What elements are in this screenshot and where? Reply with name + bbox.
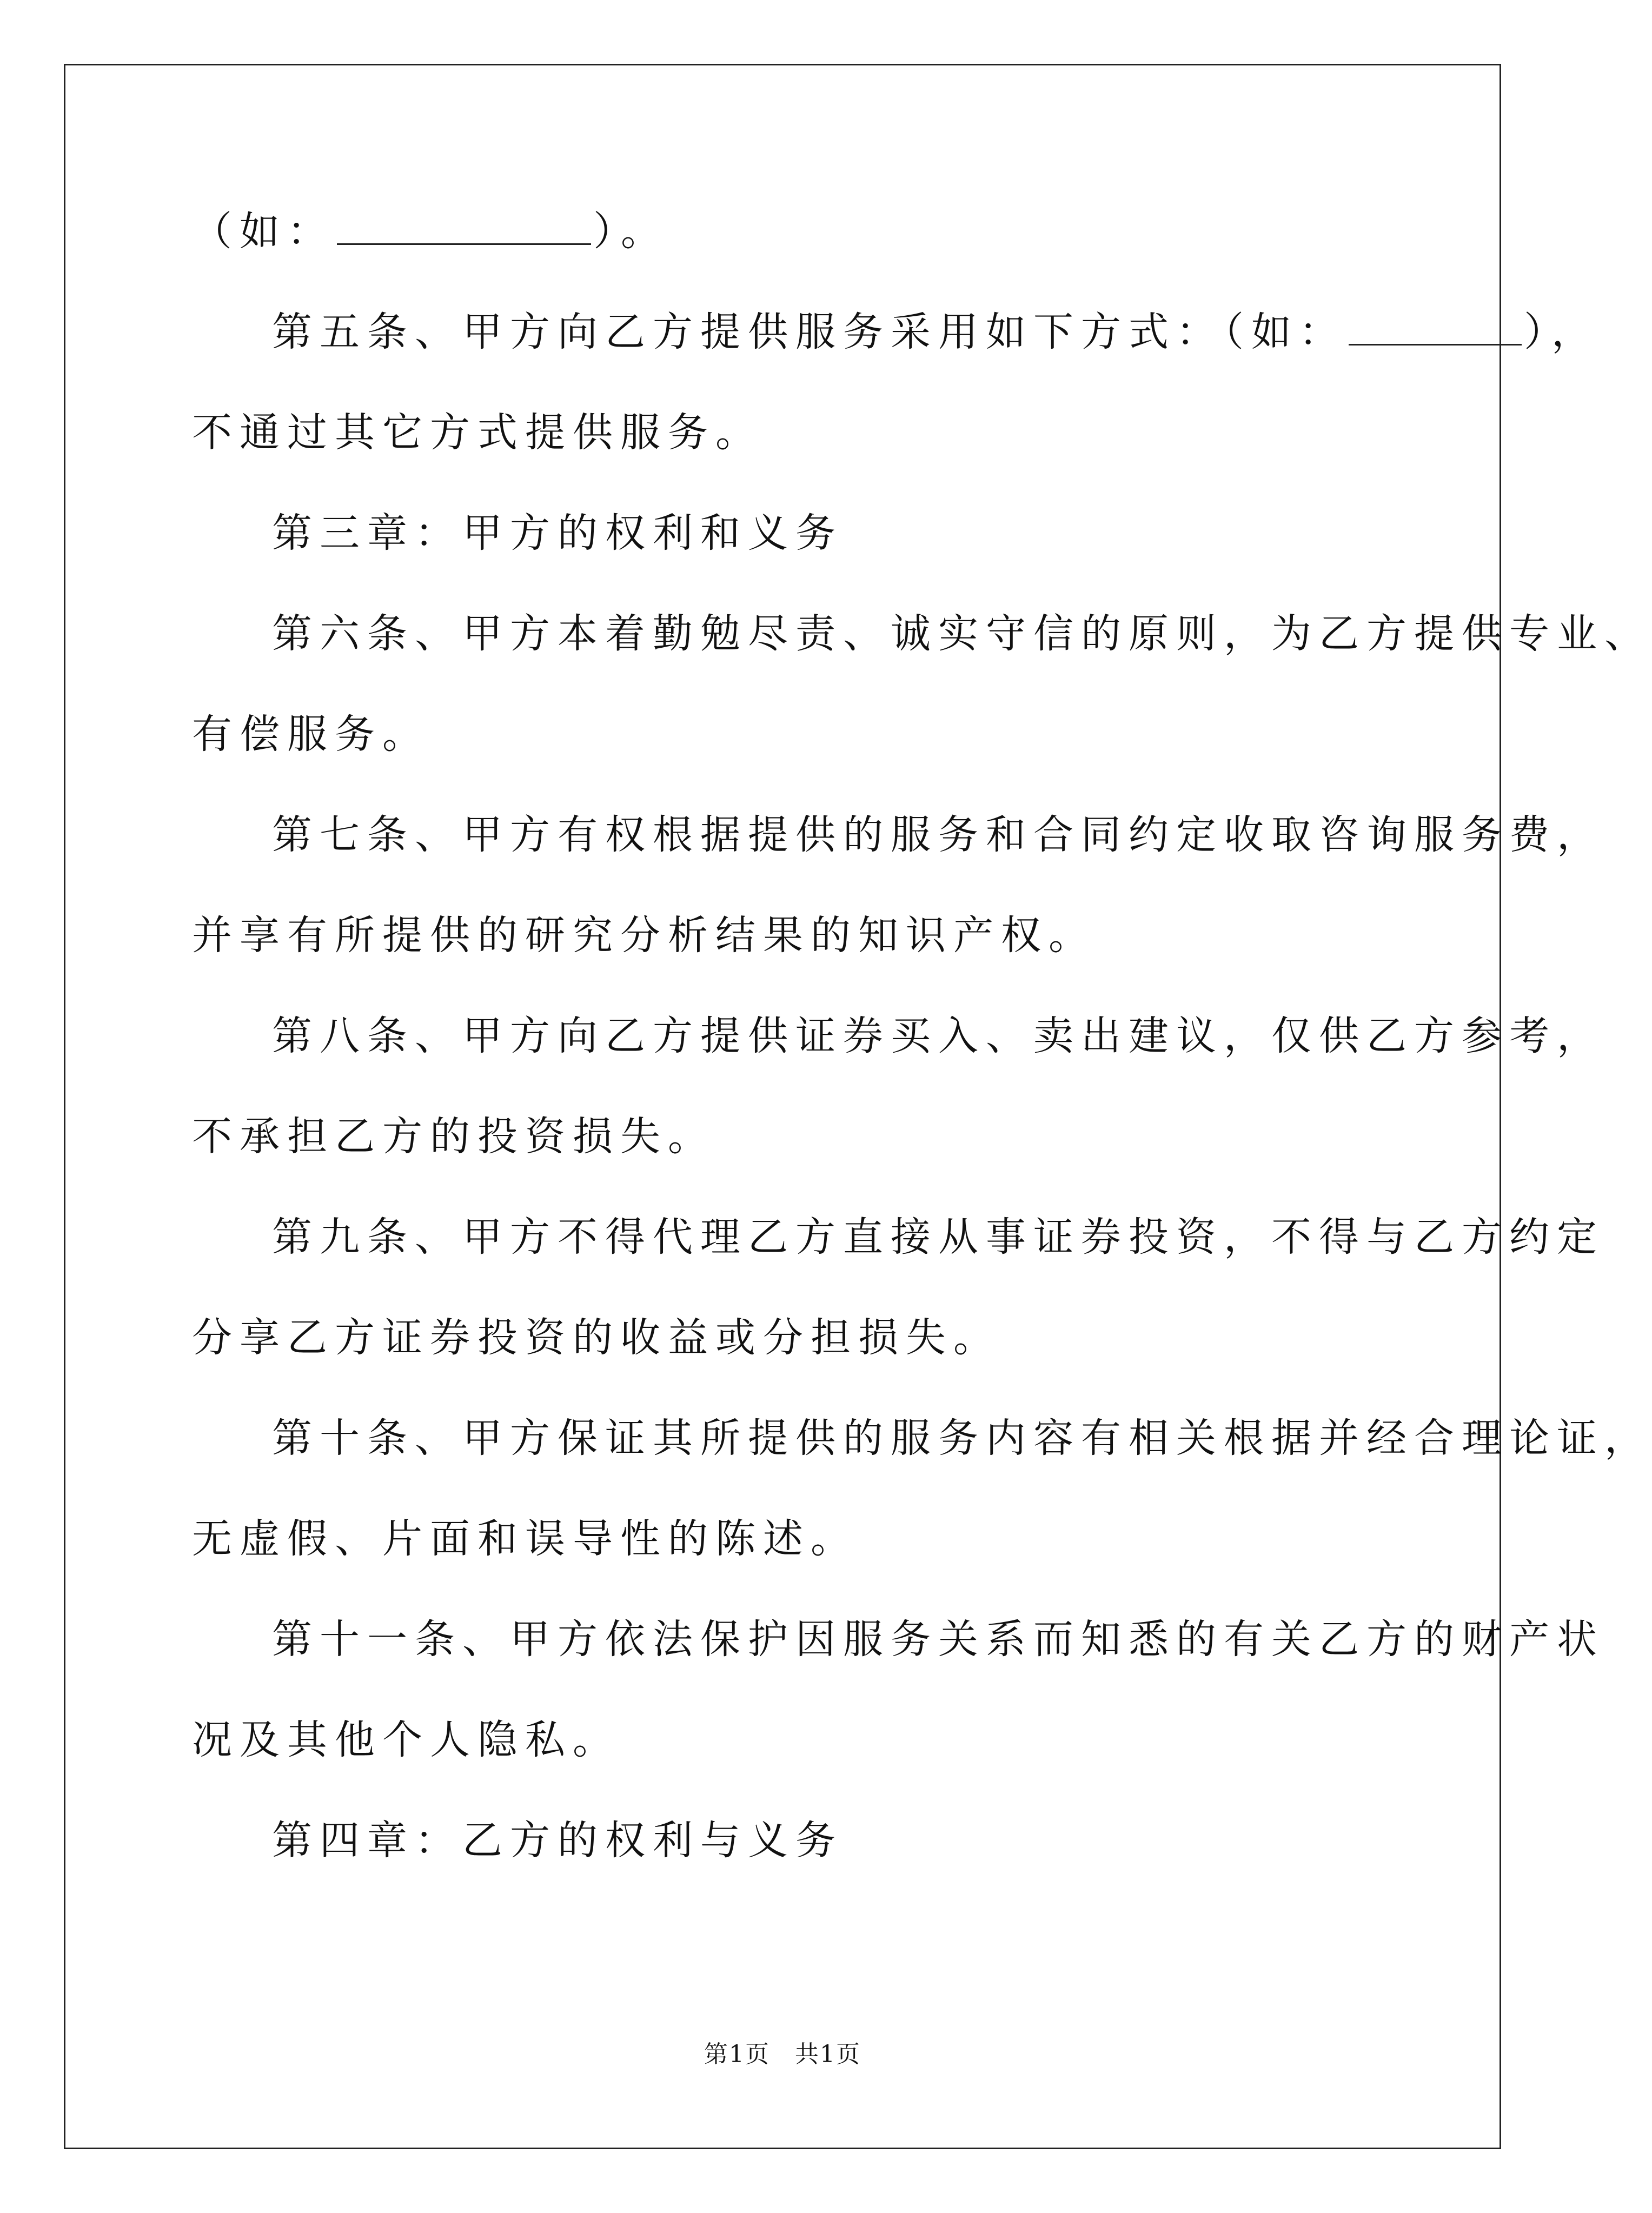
clause-9-continued: 分享乙方证券投资的收益或分担损失。 (192, 1314, 1001, 1361)
clause-9: 第九条、甲方不得代理乙方直接从事证券投资，不得与乙方约定 (272, 1214, 1604, 1260)
clause-5-continued: 不通过其它方式提供服务。 (192, 409, 763, 456)
clause-5 (272, 305, 1599, 359)
clause-11-continued: 况及其他个人隐私。 (192, 1717, 620, 1763)
clause-6: 第六条、甲方本着勤勉尽责、诚实守信的原则，为乙方提供专业、 (272, 610, 1652, 657)
fill-in-blank (337, 210, 591, 245)
line-text: ）， (1524, 309, 1599, 355)
clause-7-continued: 并享有所提供的研究分析结果的知识产权。 (192, 912, 1096, 959)
chapter-3-heading: 第三章：甲方的权利和义务 (272, 510, 843, 556)
line-text: （如： (192, 208, 335, 255)
clause-11: 第十一条、甲方依法保护因服务关系而知悉的有关乙方的财产状 (272, 1616, 1604, 1663)
fill-in-blank (1349, 310, 1522, 345)
text-line-example-blank (192, 204, 668, 258)
line-text: 第五条、甲方向乙方提供服务采用如下方式：（如： (272, 309, 1346, 355)
line-text: ）。 (593, 208, 668, 255)
clause-7: 第七条、甲方有权根据提供的服务和合同约定收取咨询服务费， (272, 812, 1604, 858)
clause-10: 第十条、甲方保证其所提供的服务内容有相关根据并经合理论证， (272, 1415, 1652, 1461)
clause-10-continued: 无虚假、片面和误导性的陈述。 (192, 1516, 858, 1562)
clause-6-continued: 有偿服务。 (192, 711, 430, 757)
clause-8-continued: 不承担乙方的投资损失。 (192, 1113, 715, 1160)
chapter-4-heading: 第四章：乙方的权利与义务 (272, 1817, 843, 1864)
page-footer: 第1页 共1页 (704, 2041, 861, 2068)
clause-8: 第八条、甲方向乙方提供证券买入、卖出建议，仅供乙方参考， (272, 1013, 1604, 1059)
